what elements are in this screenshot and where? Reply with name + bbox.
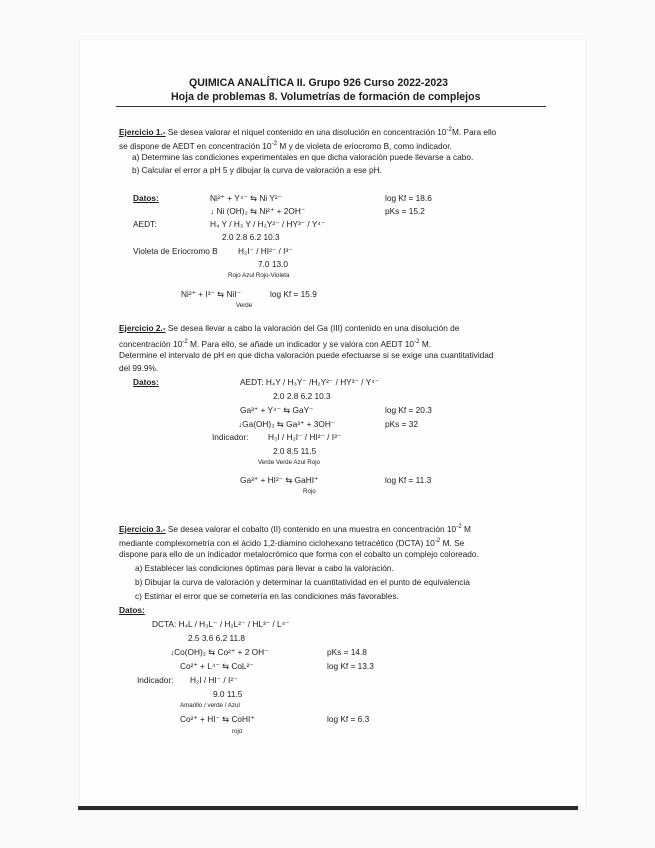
ex1-eq3-color: Verde bbox=[236, 302, 253, 309]
ex3-eq2: Co²⁺ + L⁴⁻ ⇆ CoL²⁻ bbox=[180, 661, 254, 671]
ex1-veb-species: H₂I⁻ / HI²⁻ / I³⁻ bbox=[238, 246, 293, 256]
scan-edge-shadow bbox=[78, 806, 578, 810]
ex2-line-2 bbox=[119, 336, 431, 350]
ex1-datos-label: Datos: bbox=[133, 193, 159, 203]
ex2-line-3: Determine el intervalo de pH en que dicha valoración puede efectuarse si se exige una cuantitatividad bbox=[119, 350, 494, 360]
ex1-sup-2: -2 bbox=[271, 140, 278, 147]
ex1-heading: Ejercicio 1.- bbox=[119, 126, 166, 137]
ex2-text-2a: concentración 10 bbox=[119, 338, 183, 349]
ex1-aedt-pk: 2.0 2.8 6.2 10.3 bbox=[222, 232, 280, 242]
ex2-ind-species: H₃I / H₂I⁻ / HI²⁻ / I³⁻ bbox=[268, 432, 342, 442]
ex2-ind-colors: Verde Verde Azul Rojo bbox=[258, 459, 320, 466]
ex3-eq3: Co²⁺ + HI⁻ ⇆ CoHI⁺ bbox=[180, 714, 255, 724]
ex2-ind-label: Indicador: bbox=[212, 432, 249, 442]
ex3-text-1b: M bbox=[461, 523, 471, 534]
ex3-dcta: DCTA: H₄L / H₃L⁻ / H₂L²⁻ / HL³⁻ / L⁴⁻ bbox=[152, 619, 290, 629]
ex3-eq1: ↓Co(OH)₂ ⇆ Co²⁺ + 2 OH⁻ bbox=[170, 647, 269, 657]
ex2-aedt: AEDT: H₄Y / H₃Y⁻ /H₂Y²⁻ / HY³⁻ / Y⁴⁻ bbox=[240, 377, 380, 387]
ex2-eq2: ↓Ga(OH)₃ ⇆ Ga³⁺ + 3OH⁻ bbox=[238, 419, 336, 429]
ex1-intro-1: Se desea valorar el níquel contenido en una disolución en concentración 10 bbox=[165, 126, 447, 137]
ex1-line-1 bbox=[119, 124, 496, 138]
ex2-sup-2: -2 bbox=[414, 338, 420, 345]
ex1-veb-colors: Rojo Azul Rojo-Violeta bbox=[228, 272, 290, 279]
ex3-line-1 bbox=[119, 521, 471, 535]
ex3-ind-colors: Amarillo / verde / Azul bbox=[180, 702, 240, 709]
ex1-eq2-k: pKs = 15.2 bbox=[385, 206, 425, 216]
ex3-task-c: c) Estimar el error que se cometería en las condiciones más favorables. bbox=[135, 591, 399, 601]
ex2-eq1: Ga³⁺ + Y⁴⁻ ⇆ GaY⁻ bbox=[240, 405, 314, 415]
ex2-line-1 bbox=[119, 323, 459, 335]
ex3-eq1-k: pKs = 14.8 bbox=[327, 647, 367, 657]
ex2-text-2c: M. bbox=[419, 338, 432, 349]
ex2-text-1: Se desea llevar a cabo la valoración del Ga (III) contenido en una disolución de bbox=[165, 323, 460, 333]
ex1-line2-b: M y de violeta de eriocromo B, como indicador. bbox=[277, 140, 452, 151]
ex3-text-2b: M. Se bbox=[440, 537, 465, 548]
ex2-ind-pk: 2.0 8.5 11.5 bbox=[273, 446, 317, 456]
ex3-eq3-k: log Kf = 6.3 bbox=[327, 714, 370, 724]
ex1-task-b: b) Calcular el error a pH 5 y dibujar la curva de valoración a ese pH. bbox=[132, 165, 382, 175]
ex3-line-2 bbox=[119, 535, 464, 549]
ex3-sup-2: -2 bbox=[434, 537, 441, 544]
ex3-ind-pk: 9.0 11.5 bbox=[213, 689, 243, 699]
ex3-ind-label: Indicador: bbox=[137, 675, 174, 685]
ex3-task-a: a) Establecer las condiciones óptimas para llevar a cabo la valoración. bbox=[135, 563, 394, 573]
ex2-eq2-k: pKs = 32 bbox=[385, 419, 418, 429]
ex2-datos-label: Datos: bbox=[133, 377, 159, 387]
ex3-text-1a: Se desea valorar el cobalto (II) contenido en una muestra en concentración 10 bbox=[165, 523, 457, 534]
ex1-veb-label: Violeta de Eriocromo B bbox=[133, 246, 218, 256]
ex2-heading: Ejercicio 2.- bbox=[119, 323, 166, 333]
ex3-dcta-pk: 2.5 3.6 6.2 11.8 bbox=[188, 633, 246, 643]
ex3-eq3-color: rojo bbox=[232, 728, 243, 735]
ex1-line2-a: se dispone de AEDT en concentración 10 bbox=[119, 140, 272, 151]
ex1-eq1: Ni²⁺ + Y⁴⁻ ⇆ Ni Y²⁻ bbox=[210, 193, 282, 203]
ex2-aedt-pk: 2.0 2.8 6.2 10.3 bbox=[273, 391, 331, 401]
ex1-eq2: ↓ Ni (OH)₂ ⇆ Ni²⁺ + 2OH⁻ bbox=[210, 206, 306, 216]
ex1-aedt-label: AEDT: bbox=[133, 219, 157, 229]
ex2-line-4: del 99.9%. bbox=[119, 363, 159, 373]
ex3-text-2a: mediante complexometría con el ácido 1,2-diamino ciclohexano tetracético (DCTA) 10 bbox=[119, 537, 435, 548]
ex3-eq2-k: log Kf = 13.3 bbox=[327, 661, 374, 671]
ex3-sup-1: -2 bbox=[456, 523, 462, 530]
document-subtitle: Hoja de problemas 8. Volumetrías de formación de complejos bbox=[171, 91, 481, 103]
document-title: QUIMICA ANALÍTICA II. Grupo 926 Curso 2022-2023 bbox=[189, 77, 449, 89]
ex1-veb-pk: 7.0 13.0 bbox=[258, 259, 288, 269]
title-divider bbox=[116, 106, 546, 107]
ex1-task-a: a) Determine las condiciones experimentales en que dicha valoración puede llevarse a cabo. bbox=[132, 152, 474, 162]
ex3-ind-species: H₂I / HI⁻ / I²⁻ bbox=[190, 675, 238, 685]
ex3-line-3: dispone para ello de un indicador metalocrómico que forma con el cobalto un complejo coloreado. bbox=[119, 549, 479, 559]
ex1-eq3: Ni²⁺ + I³⁻ ⇆ NiI⁻ bbox=[181, 289, 241, 299]
ex2-eq3-color: Rojo bbox=[303, 488, 316, 495]
ex2-eq3: Ga³⁺ + HI²⁻ ⇆ GaHI⁺ bbox=[240, 475, 319, 485]
ex1-intro-2: M. Para ello bbox=[452, 126, 497, 137]
ex1-sup-1: -2 bbox=[446, 126, 453, 133]
ex2-eq1-k: log Kf = 20.3 bbox=[385, 405, 432, 415]
ex1-aedt-species: H₄ Y / H₃ Y / H₂Y²⁻ / HY³⁻ / Y⁴⁻ bbox=[210, 219, 326, 229]
ex2-eq3-k: log Kf = 11.3 bbox=[385, 475, 432, 485]
ex1-eq1-k: log Kf = 18.6 bbox=[385, 193, 432, 203]
ex1-eq3-k: log Kf = 15.9 bbox=[270, 289, 317, 299]
ex3-heading: Ejercicio 3.- bbox=[119, 523, 166, 534]
ex2-sup-1: -2 bbox=[182, 338, 188, 345]
ex2-text-2b: M. Para ello, se añade un indicador y se valora con AEDT 10 bbox=[187, 338, 415, 349]
ex3-task-b: b) Dibujar la curva de valoración y determinar la cuantitatividad en el punto de equivalencia bbox=[135, 577, 470, 587]
ex3-datos-label: Datos: bbox=[119, 605, 145, 615]
ex1-line-2 bbox=[119, 138, 452, 152]
